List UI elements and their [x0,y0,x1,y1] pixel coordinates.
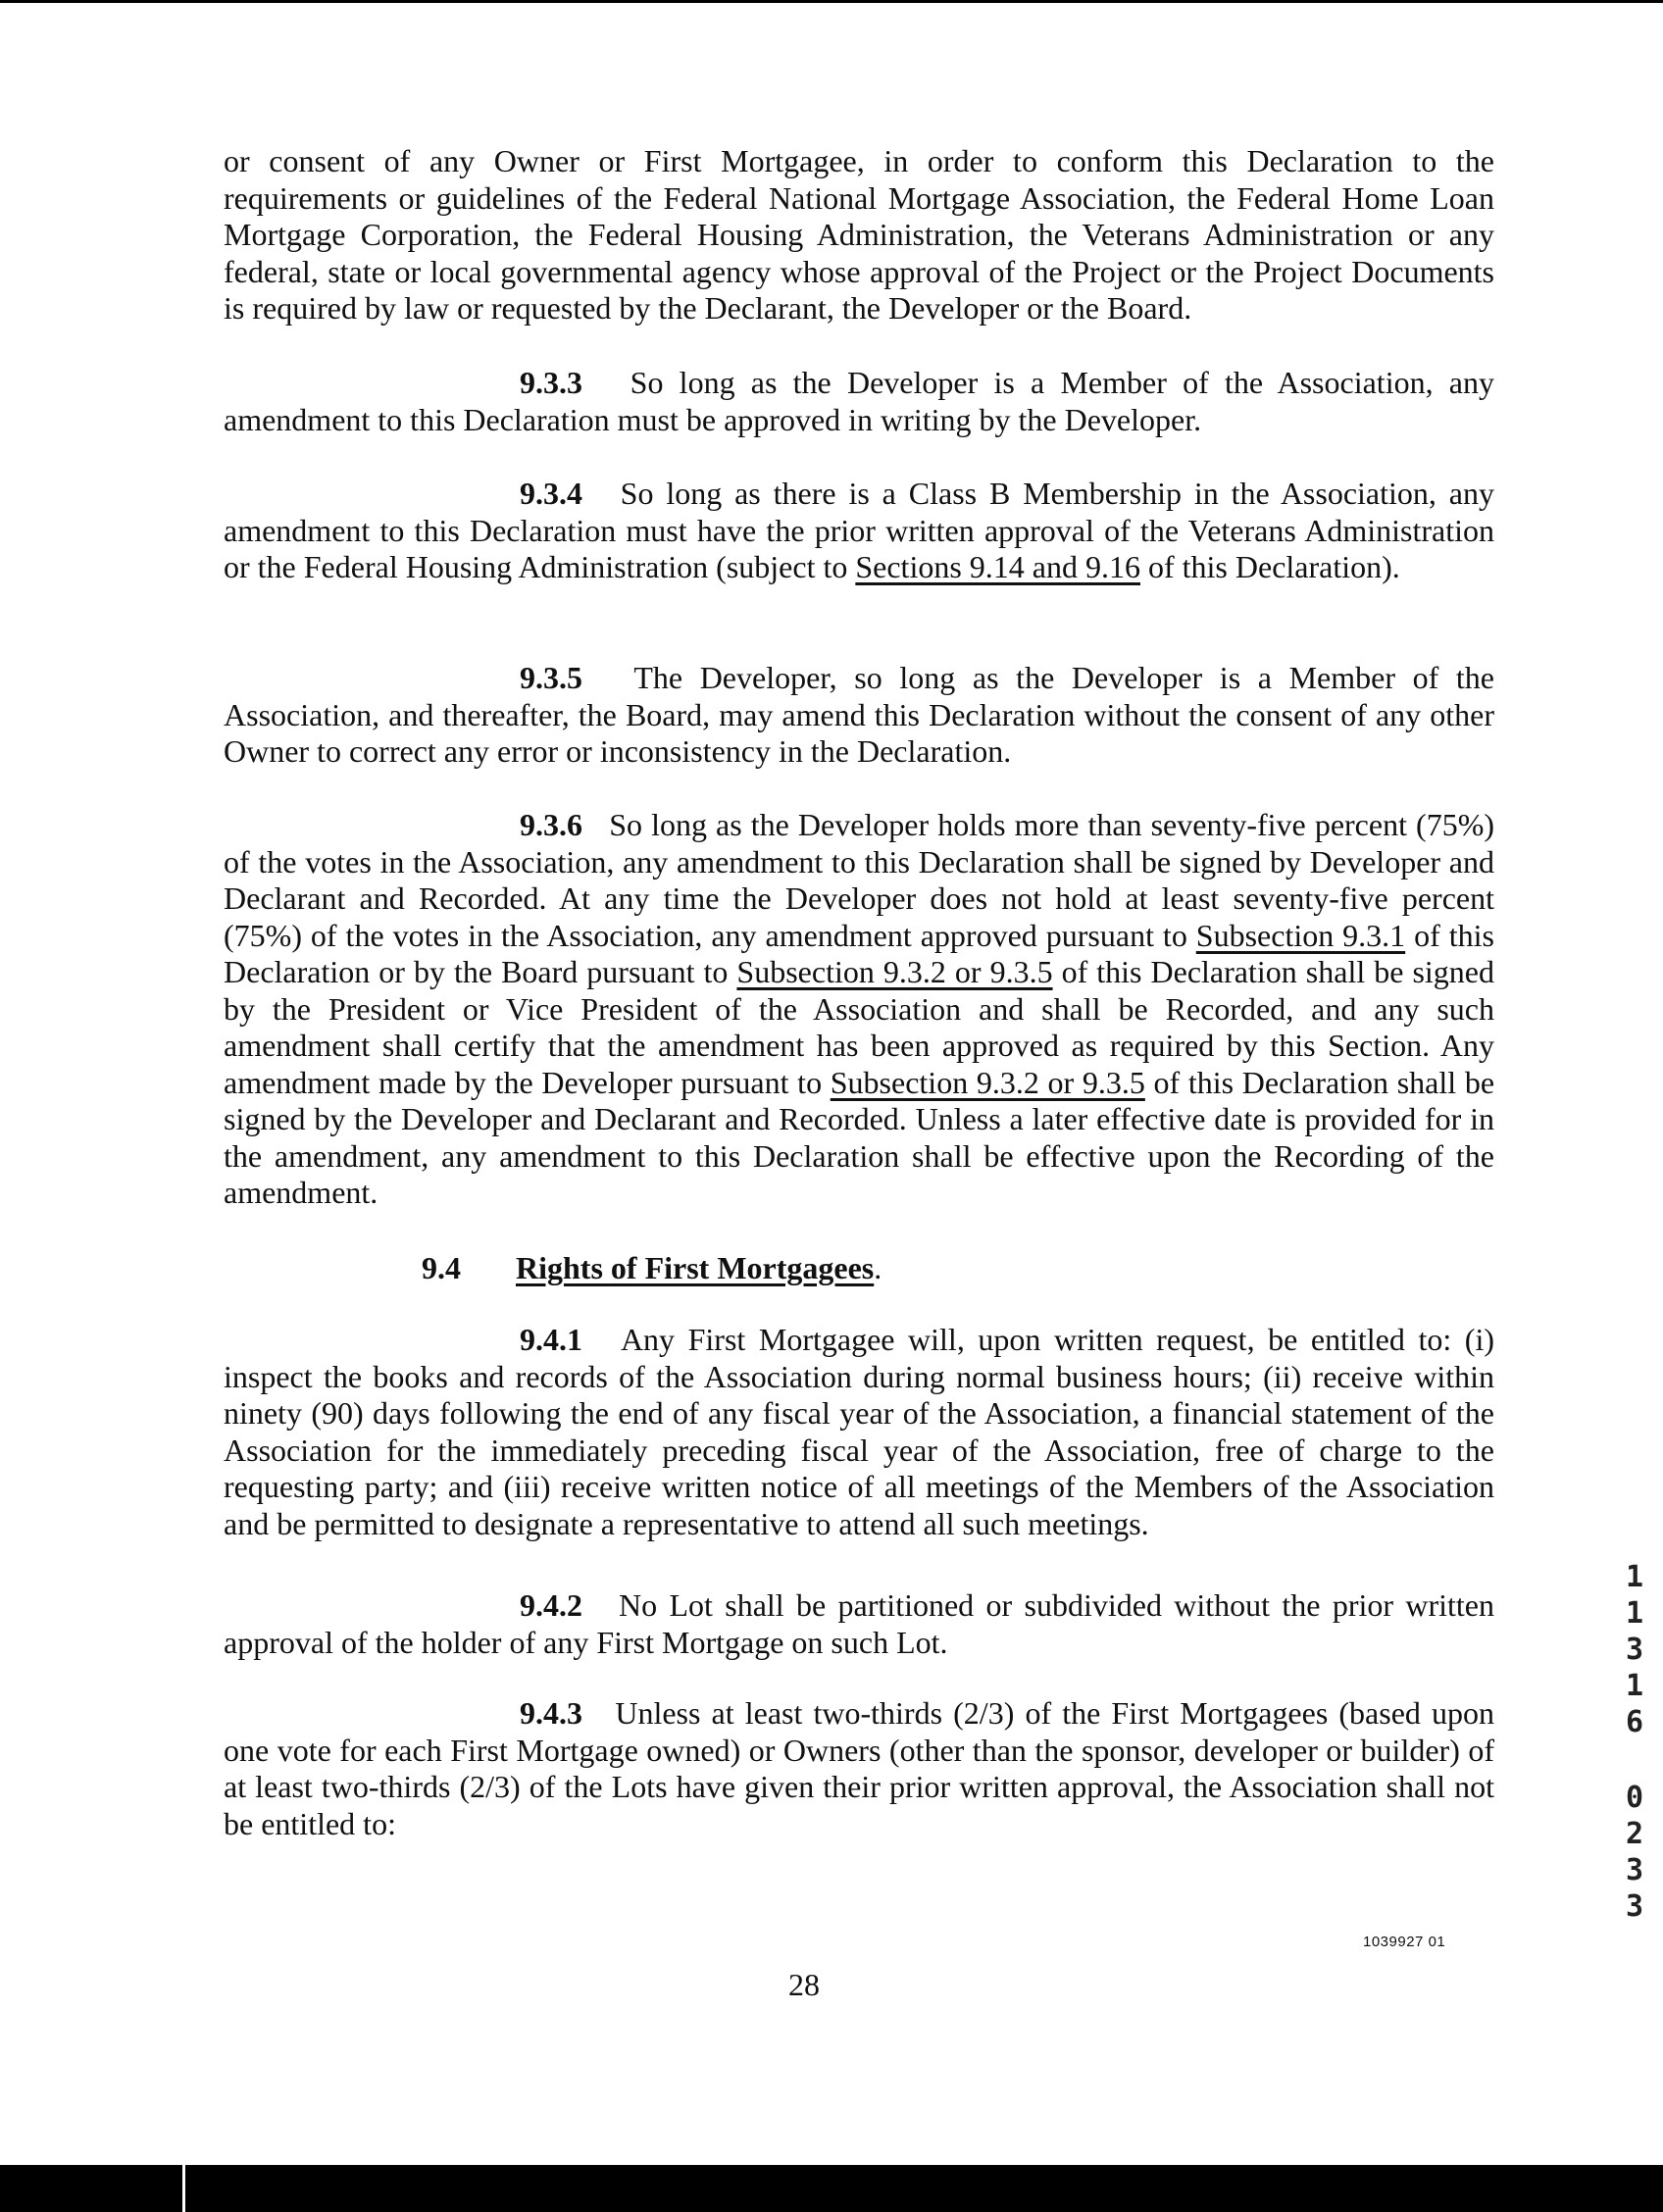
section-9-4-number: 9.4 [422,1250,461,1285]
section-number: 9.3.6 [520,807,582,842]
stamp-digit: 1 [1625,1596,1644,1631]
stamp-digit: 0 [1625,1781,1644,1815]
bottom-scan-border [0,2165,1663,2212]
section-text-part-b: of this Declaration). [1139,549,1400,584]
section-text: Unless at least two-thirds (2/3) of the First Mortgagees (based upon one vote for each First Mortgage owned) or Owners (other than the sponsor, developer or builder) of at least two-thirds (2/3) of the Lots have given their prior written approval, the Association shall not be entitled to: [224,1695,1495,1841]
top-border [0,0,1663,3]
section-9-4-2 [224,1587,1494,1661]
section-text-part-b: of this Declaration or by the Board pursuant to [224,917,1495,989]
section-9-4-1 [224,1322,1494,1542]
section-text-part-a: So long as the Developer holds more than seventy-five percent (75%) of the votes in the Association, any amendment to this Declaration shall be signed by Developer and Declarant and Recorded. At any time the Developer does not hold at least seventy-five percent (75%) of the votes in the Association, any amendment approved pursuant to [224,807,1495,953]
section-reference-2: Subsection 9.3.2 or 9.3.5 [736,954,1053,989]
section-text: The Developer, so long as the Developer is a Member of the Association, and thereafter, the Board, may amend this Declaration without the consent of any other Owner to correct any error or inconsistency in the Declaration. [224,660,1495,769]
section-9-4-3 [224,1695,1494,1842]
section-text: So long as the Developer is a Member of the Association, any amendment to this Declaration must be approved in writing by the Developer. [224,365,1494,437]
section-text: Any First Mortgagee will, upon written request, be entitled to: (i) inspect the books and records of the Association during normal business hours; (ii) receive within ninety (90) days following the end of any fiscal year of the Association, a financial statement of the Association for the immediately preceding fiscal year of the Association, free of charge to the requesting party; and (iii) receive written notice of all meetings of the Members of the Association and be permitted to designate a representative to attend all such meetings. [224,1322,1495,1541]
section-number: 9.3.4 [520,476,582,511]
section-9-4-heading [516,1250,882,1286]
section-text-part-d: of this Declaration shall be signed by the Developer and Declarant and Recorded. Unless a later effective date is provided for in the amendment, any amendment to this Declaration shall be effective upon the Recording of the amendment. [224,1064,1495,1210]
recording-stamp [1620,1559,1649,1925]
section-9-3-3 [224,365,1494,438]
section-reference-1: Subsection 9.3.1 [1195,917,1406,953]
stamp-digit: 3 [1625,1889,1644,1924]
page-number: 28 [788,1967,820,2002]
bottom-scan-notch [182,2165,185,2212]
section-9-4-title: Rights of First Mortgagees [516,1250,875,1285]
stamp-digit: 1 [1625,1669,1644,1703]
section-text-part-c: of this Declaration shall be signed by the President or Vice President of the Association and shall be Recorded, and any such amendment shall certify that the amendment has been approved as required by this Section. Any amendment made by the Developer pursuant to [224,954,1495,1100]
section-number: 9.4.3 [520,1695,582,1731]
section-text: No Lot shall be partitioned or subdivided without the prior written approval of the holder of any First Mortgage on such Lot. [224,1587,1495,1660]
stamp-digit: 6 [1625,1705,1644,1739]
section-number: 9.3.5 [520,660,582,695]
section-9-3-5 [224,660,1494,771]
stamp-digit: 3 [1625,1853,1644,1887]
stamp-digit: 3 [1625,1633,1644,1667]
section-reference: Sections 9.14 and 9.16 [855,549,1140,584]
section-reference-3: Subsection 9.3.2 or 9.3.5 [830,1064,1145,1100]
document-id: 1039927 01 [1363,1934,1446,1950]
intro-paragraph [224,143,1494,327]
section-number: 9.4.1 [520,1322,582,1357]
stamp-digit: 2 [1625,1817,1644,1851]
section-number: 9.4.2 [520,1587,582,1623]
section-number: 9.3.3 [520,365,582,400]
intro-text: or consent of any Owner or First Mortgagee, in order to conform this Declaration to the requirements or guidelines of the Federal National Mortgage Association, the Federal Home Loan Mortgage Corporation, the Federal Housing Administration, the Veterans Administration or any federal, state or local governmental agency whose approval of the Project or the Project Documents is required by law or requested by the Declarant, the Developer or the Board. [224,143,1494,326]
section-9-3-4 [224,476,1494,586]
section-text-part-a: So long as there is a Class B Membership in the Association, any amendment to this Declaration must have the prior written approval of the Veterans Administration or the Federal Housing Administration (subject to [224,476,1494,584]
section-9-3-6 [224,807,1494,1212]
section-9-4-period: . [874,1250,882,1285]
stamp-digit: 1 [1625,1560,1644,1594]
